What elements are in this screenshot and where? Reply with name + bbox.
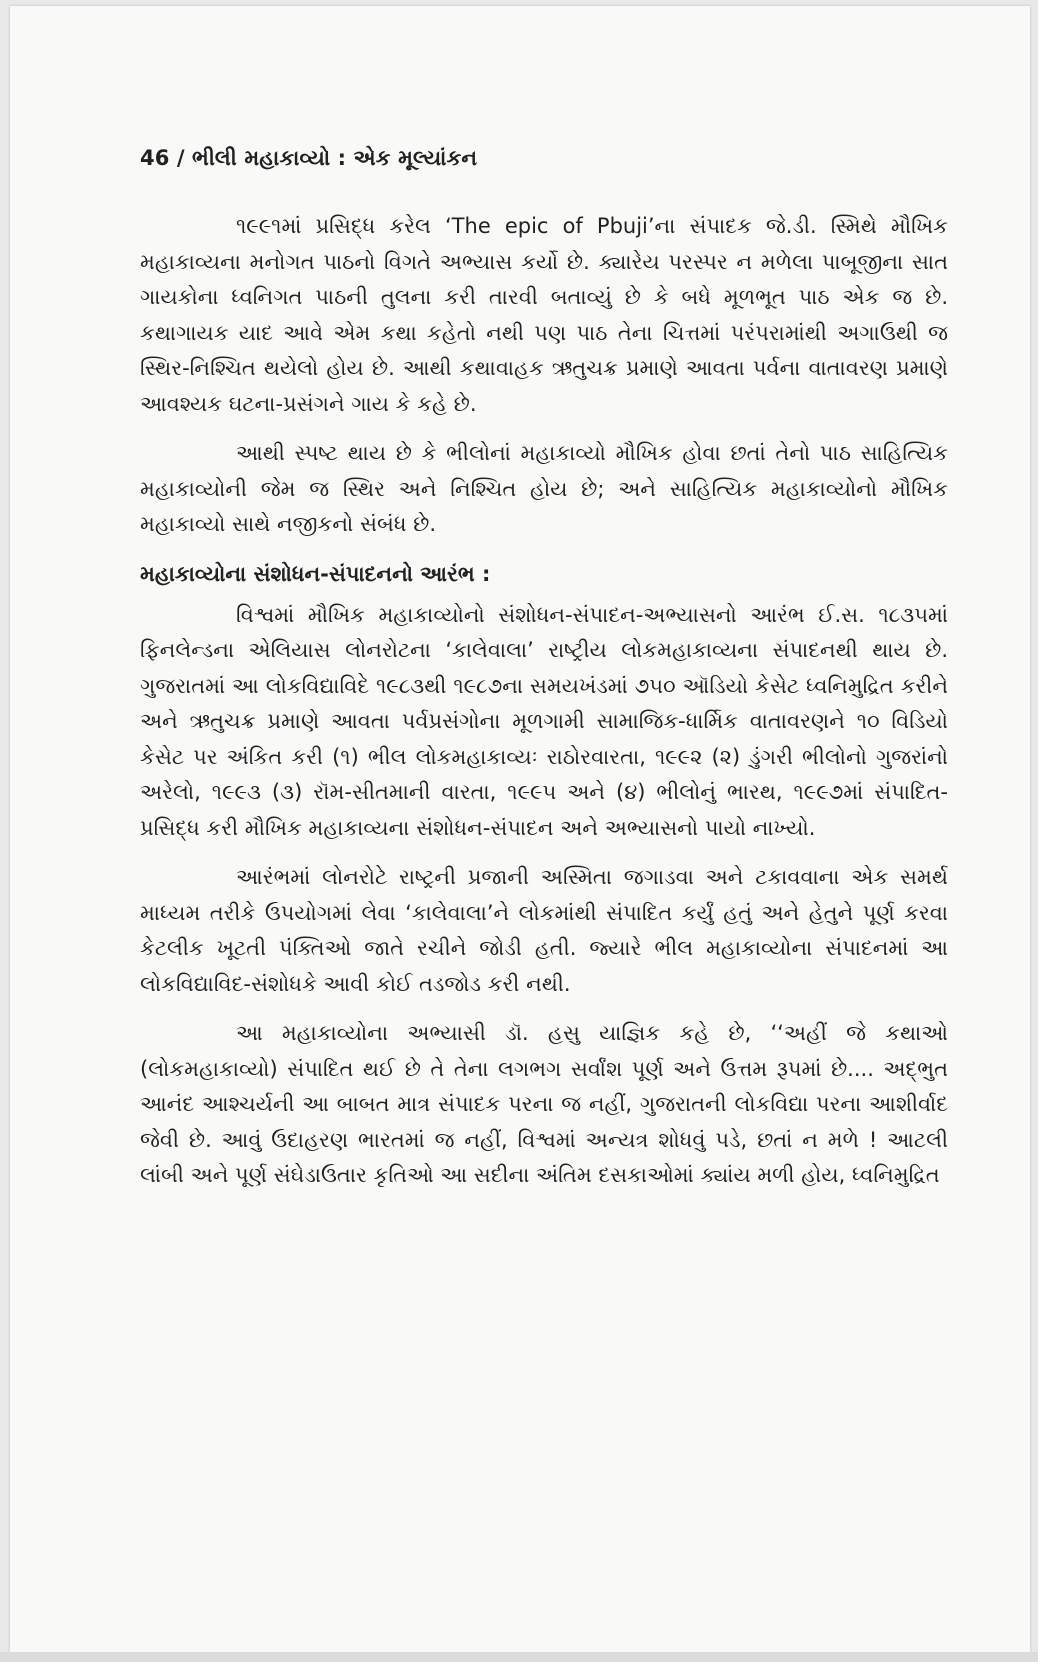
paragraph: ૧૯૯૧માં પ્રસિદ્ધ કરેલ ‘The epic of Pbuji’ના સંપાદક જે.ડી. સ્મિથે મૌખિક મહાકાવ્યના મનોગત પાઠનો વિગતે અભ્યાસ કર્યો છે. ક્યારેય પરસ્પર ન મળેલા પાબૂજીના સાત ગાયકોના ધ્વનિગત પાઠની તુલના કરી તારવી બતાવ્યું છે કે બધે મૂળભૂત પાઠ એક જ છે. કથાગાયક યાદ આવે એમ કથા કહેતો નથી પણ પાઠ તેના ચિત્તમાં પરંપરામાંથી અગાઉથી જ સ્થિર-નિશ્ચિત થયેલો હોય છે. આથી કથાવાહક ઋતુચક્ર પ્રમાણે આવતા પર્વના વાતાવરણ પ્રમાણે આવશ્યક ઘટના-પ્રસંગને ગાય કે કહે છે. [140, 214, 948, 416]
section-heading: મહાકાવ્યોના સંશોધન-સંપાદનનો આરંભ : [140, 561, 491, 586]
paragraph: આ મહાકાવ્યોના અભ્યાસી ડૉ. હસુ યાજ્ઞિક કહે છે, ‘‘અહીં જે કથાઓ (લોકમહાકાવ્યો) સંપાદિત થઈ છે તે તેના લગભગ સર્વાંશ પૂર્ણ અને ઉત્તમ રૂપમાં છે.... અદ્ભુત આનંદ આશ્ચર્યની આ બાબત માત્ર સંપાદક પરના જ નહીં, ગુજરાતની લોકવિદ્યા પરના આશીર્વાદ જેવી છે. આવું ઉદાહરણ ભારતમાં જ નહીં, વિશ્વમાં અન્યત્ર શોધવું પડે, છતાં ન મળે ! આટલી લાંબી અને પૂર્ણ સંઘેડાઉતાર કૃતિઓ આ સદીના અંતિમ દસકાઓમાં ક્યાંય મળી હોય, ધ્વનિમુદ્રિત [140, 1021, 948, 1187]
book-page [10, 6, 1030, 1654]
paragraph: આથી સ્પષ્ટ થાય છે કે ભીલોનાં મહાકાવ્યો મૌખિક હોવા છતાં તેનો પાઠ સાહિત્યિક મહાકાવ્યોની જેમ જ સ્થિર અને નિશ્ચિત હોય છે; અને સાહિત્યિક મહાકાવ્યોનો મૌખિક મહાકાવ્યો સાથે નજીકનો સંબંધ છે. [140, 441, 948, 536]
paragraph: વિશ્વમાં મૌખિક મહાકાવ્યોનો સંશોધન-સંપાદન-અભ્યાસનો આરંભ ઈ.સ. ૧૮૩૫માં ફિનલેન્ડના એલિયાસ લોનરોટના ‘કાલેવાલા’ રાષ્ટ્રીય લોકમહાકાવ્યના સંપાદનથી થાય છે. ગુજરાતમાં આ લોકવિદ્યાવિદે ૧૯૮૩થી ૧૯૮૭ના સમયખંડમાં ૭૫૦ ઑડિયો કેસેટ ધ્વનિમુદ્રિત કરીને અને ઋતુચક્ર પ્રમાણે આવતા પર્વપ્રસંગોના મૂળગામી સામાજિક-ધાર્મિક વાતાવરણને ૧૦ વિડિયો કેસેટ પર અંકિત કરી (૧) ભીલ લોકમહાકાવ્યઃ રાઠોરવારતા, ૧૯૯૨ (૨) ડુંગરી ભીલોનો ગુજરાંનો અરેલો, ૧૯૯૩ (૩) રૉમ-સીતમાની વારતા, ૧૯૯૫ અને (૪) ભીલોનું ભારથ, ૧૯૯૭માં સંપાદિત-પ્રસિદ્ધ કરી મૌખિક મહાકાવ્યના સંશોધન-સંપાદન અને અભ્યાસનો પાયો નાખ્યો. [140, 602, 948, 840]
page-bottom-edge [0, 1652, 1038, 1662]
page-content [140, 146, 948, 1208]
paragraph: આરંભમાં લોનરોટે રાષ્ટ્રની પ્રજાની અસ્મિતા જગાડવા અને ટકાવવાના એક સમર્થ માધ્યમ તરીકે ઉપયોગમાં લેવા ‘કાલેવાલા’ને લોકમાંથી સંપાદિત કર્યું હતું અને હેતુને પૂર્ણ કરવા કેટલીક ખૂટતી પંક્તિઓ જાતે રચીને જોડી હતી. જ્યારે ભીલ મહાકાવ્યોના સંપાદનમાં આ લોકવિદ્યાવિદ-સંશોધકે આવી કોઈ તડજોડ કરી નથી. [140, 865, 948, 996]
running-head: 46 / ભીલી મહાકાવ્યો : એક મૂલ્યાંકન [140, 146, 478, 170]
